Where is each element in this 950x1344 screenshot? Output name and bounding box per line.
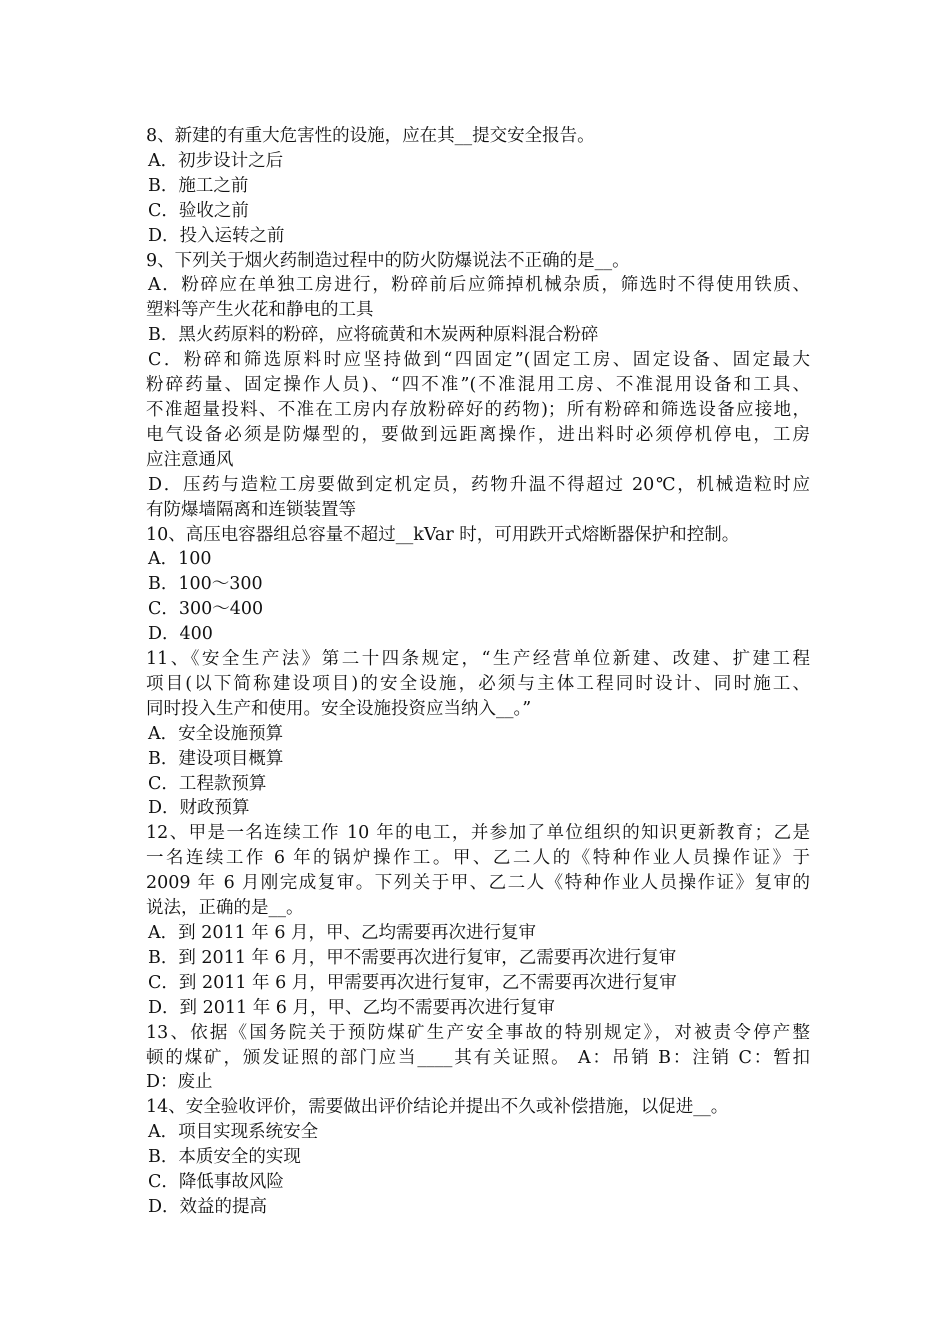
question-8-text: 8、新建的有重大危害性的设施，应在其__提交安全报告。 [146, 126, 595, 146]
q8-option-d: D．投入运转之前 [148, 225, 285, 246]
q12-option-b: B．到 2011 年 6 月，甲不需要再次进行复审，乙需要再次进行复审 [148, 947, 677, 968]
q11-option-d: D．财政预算 [148, 798, 250, 819]
question-13-text-line-3: D：废止 [146, 1072, 213, 1093]
question-11-text-line-1: 11、《安全生产法》第二十四条规定，“生产经营单位新建、改建、扩建工程 [146, 649, 810, 670]
q12-option-c: C．到 2011 年 6 月，甲需要再次进行复审，乙不需要再次进行复审 [148, 972, 677, 993]
q10-option-c: C．300～400 [148, 599, 264, 620]
question-13-text-line-1: 13、依据《国务院关于预防煤矿生产安全事故的特别规定》，对被责令停产整 [146, 1022, 810, 1043]
q12-option-a: A．到 2011 年 6 月，甲、乙均需要再次进行复审 [148, 923, 537, 943]
question-9-text: 9、下列关于烟火药制造过程中的防火防爆说法不正确的是__。 [146, 250, 630, 271]
q10-option-b: B．100～300 [148, 574, 263, 595]
question-10-text: 10、高压电容器组总容量不超过__kVar 时，可用跌开式熔断器保护和控制。 [146, 524, 740, 545]
q9-option-c-line-5: 应注意通风 [146, 449, 234, 470]
q12-option-d: D．到 2011 年 6 月，甲、乙均不需要再次进行复审 [148, 997, 555, 1018]
q14-option-d: D．效益的提高 [148, 1196, 268, 1217]
q11-option-b: B．建设项目概算 [148, 748, 284, 769]
question-12-text-line-2: 一名连续工作 6 年的锅炉操作工。甲、乙二人的《特种作业人员操作证》于 [146, 848, 810, 869]
q9-option-d-line-2: 有防爆墙隔离和连锁装置等 [146, 499, 356, 520]
question-14-text: 14、安全验收评价，需要做出评价结论并提出不久或补偿措施，以促进__。 [146, 1097, 729, 1118]
q9-option-c-line-2: 粉碎药量、固定操作人员)、“四不准”(不准混用工房、不准混用设备和工具、 [146, 375, 810, 396]
q11-option-a: A．安全设施预算 [148, 723, 284, 744]
question-11-text-line-2: 项目(以下简称建设项目)的安全设施，必须与主体工程同时设计、同时施工、 [146, 673, 810, 694]
question-12-text-line-3: 2009 年 6 月刚完成复审。下列关于甲、乙二人《特种作业人员操作证》复审的 [146, 873, 810, 894]
q9-option-b: B．黑火药原料的粉碎，应将硫黄和木炭两种原料混合粉碎 [148, 325, 599, 346]
q14-option-a: A．项目实现系统安全 [148, 1122, 319, 1143]
q9-option-c-line-3: 不准超量投料、不准在工房内存放粉碎好的药物)；所有粉碎和筛选设备应接地， [146, 399, 810, 420]
q8-option-a: A．初步设计之后 [148, 150, 284, 171]
q14-option-c: C．降低事故风险 [148, 1172, 284, 1193]
q14-option-b: B．本质安全的实现 [148, 1147, 301, 1168]
question-13-text-line-2: 顿的煤矿，颁发证照的部门应当____其有关证照。 A：吊销 B：注销 C：暂扣 [146, 1047, 810, 1068]
q9-option-d-line-1: D．压药与造粒工房要做到定机定员，药物升温不得超过 20℃，机械造粒时应 [148, 474, 810, 495]
q8-option-b: B．施工之前 [148, 175, 249, 196]
q10-option-a: A．100 [148, 549, 212, 570]
question-12-text-line-1: 12、甲是一名连续工作 10 年的电工，并参加了单位组织的知识更新教育；乙是 [146, 823, 810, 844]
q9-option-a-line-1: A．粉碎应在单独工房进行，粉碎前后应筛掉机械杂质，筛选时不得使用铁质、 [148, 275, 810, 296]
question-12-text-line-4: 说法，正确的是__。 [146, 898, 304, 919]
document-body [146, 124, 810, 1220]
q9-option-c-line-4: 电气设备必须是防爆型的，要做到远距离操作，进出料时必须停机停电，工房 [146, 424, 810, 445]
q10-option-d: D．400 [148, 624, 213, 645]
question-11-text-line-3: 同时投入生产和使用。安全设施投资应当纳入__。” [146, 698, 532, 719]
q8-option-c: C．验收之前 [148, 200, 249, 221]
q11-option-c: C．工程款预算 [148, 773, 267, 794]
q9-option-c-line-1: C．粉碎和筛选原料时应坚持做到“四固定”(固定工房、固定设备、固定最大 [148, 350, 810, 371]
q9-option-a-line-2: 塑料等产生火花和静电的工具 [146, 300, 374, 321]
